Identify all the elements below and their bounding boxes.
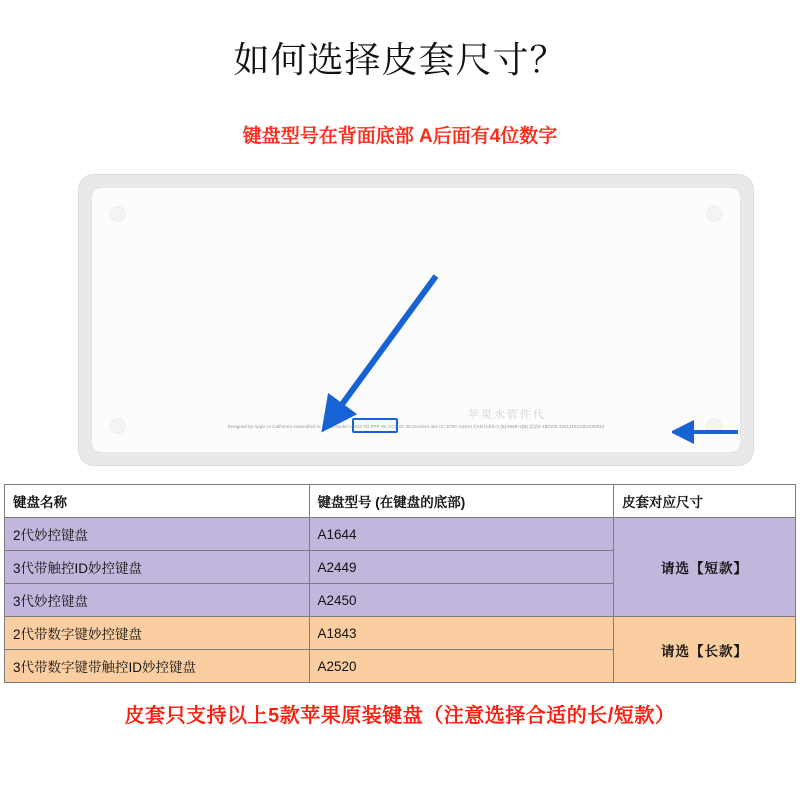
cell-keyboard-name: 2代妙控键盘 <box>5 518 310 551</box>
footnote-text: 皮套只支持以上5款苹果原装键盘（注意选择合适的长/短款） <box>124 705 676 727</box>
cell-keyboard-name: 3代带触控ID妙控键盘 <box>5 551 310 584</box>
cell-keyboard-name: 3代带数字键带触控ID妙控键盘 <box>5 650 310 683</box>
side-arrow-icon <box>672 420 742 444</box>
model-size-table <box>4 484 796 683</box>
cell-size-recommendation-long: 请选【长款】 <box>614 617 796 683</box>
column-header-name: 键盘名称 <box>5 485 310 518</box>
table-header-row <box>5 485 796 518</box>
cell-keyboard-name: 3代妙控键盘 <box>5 584 310 617</box>
cell-keyboard-model: A1644 <box>309 518 614 551</box>
column-header-size: 皮套对应尺寸 <box>614 485 796 518</box>
page-title: 如何选择皮套尺寸？ <box>233 39 567 80</box>
pointer-arrow-icon <box>296 270 446 440</box>
regulatory-cn-label: 苹果水管件代 <box>467 409 546 421</box>
keyboard-illustration <box>46 174 754 466</box>
cell-keyboard-model: A1843 <box>309 617 614 650</box>
table-row <box>5 518 796 551</box>
regulatory-fineprint: Designed by Apple in California Assembled in China Model A1644 Tel PPP HK FCC ID: BCGA1644 anz IC: 579C-A1644 CAN ICES-3 (B)/NMB-3(B) 語語3-150100 330121021001530042 <box>227 424 605 429</box>
cell-keyboard-model: A2449 <box>309 551 614 584</box>
rubber-foot-icon <box>110 206 126 222</box>
cell-size-recommendation-short: 请选【短款】 <box>614 518 796 617</box>
rubber-foot-icon <box>706 206 722 222</box>
cell-keyboard-model: A2520 <box>309 650 614 683</box>
cell-keyboard-name: 2代带数字键妙控键盘 <box>5 617 310 650</box>
column-header-model: 键盘型号 (在键盘的底部) <box>309 485 614 518</box>
table-row <box>5 617 796 650</box>
instruction-text: 键盘型号在背面底部 A后面有4位数字 <box>242 126 558 147</box>
cell-keyboard-model: A2450 <box>309 584 614 617</box>
